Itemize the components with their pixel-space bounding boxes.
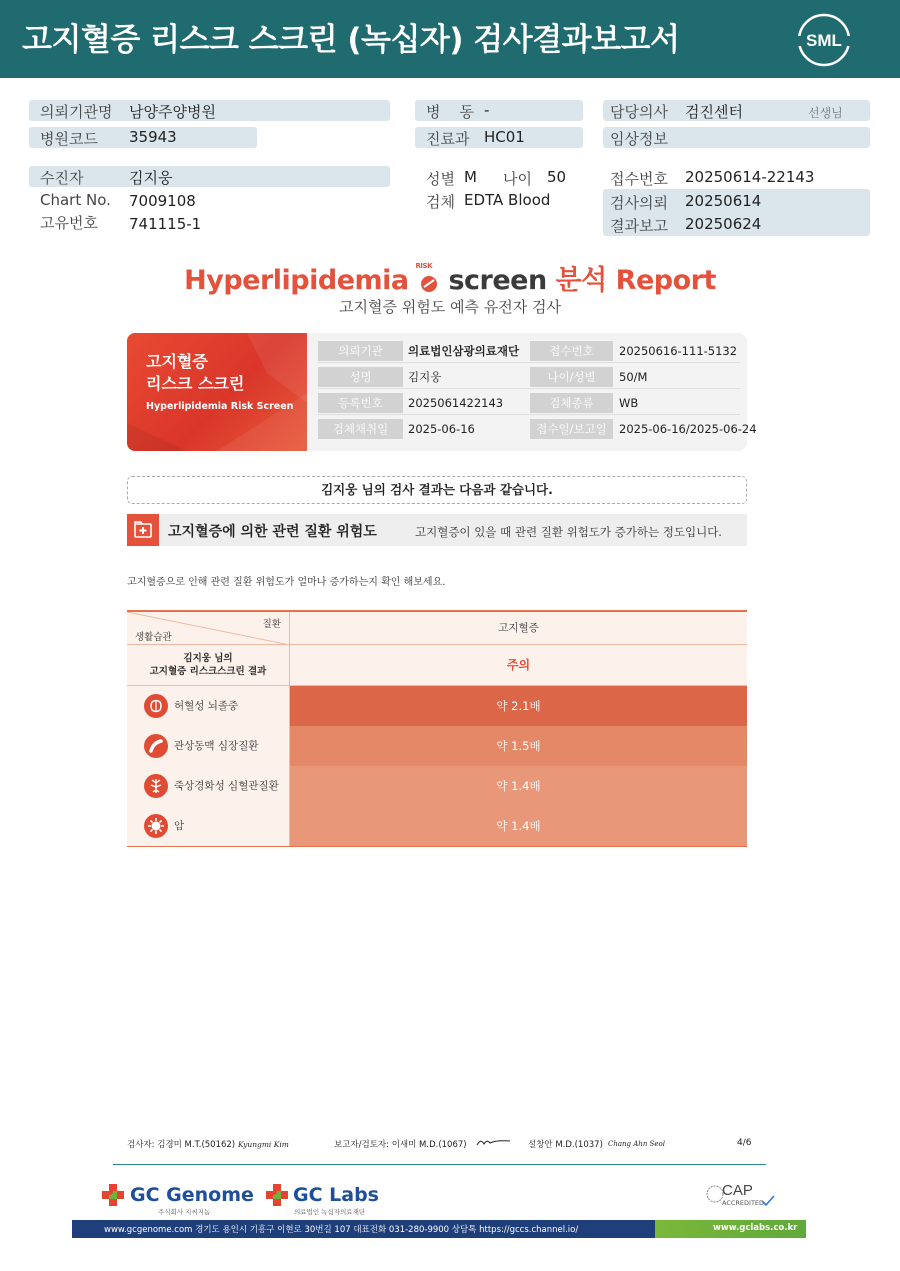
report-heading-part1: Hyperlipidemia <box>184 265 409 296</box>
examiner: 검사자: 김경미 M.T.(50162) <box>127 1140 236 1150</box>
card-row-divider <box>318 362 740 363</box>
corner-bottom-label: 생활습관 <box>135 632 172 643</box>
doctor-value: 검진센터 <box>685 103 743 121</box>
chart-label: Chart No. <box>40 191 111 209</box>
chart-value: 7009108 <box>129 192 196 210</box>
sml-logo <box>796 12 852 68</box>
card-value: 2025-06-16/2025-06-24 <box>619 422 757 436</box>
gc-genome-logo: GC Genome <box>130 1184 254 1206</box>
card-label: 접수일/보고일 <box>530 419 613 439</box>
card-row-divider <box>318 414 740 415</box>
page-number: 4/6 <box>737 1138 752 1148</box>
card-value: 50/M <box>619 370 648 384</box>
table-row <box>127 806 747 846</box>
hospital-code-value: 35943 <box>129 128 177 146</box>
risk-badge-icon <box>415 261 440 292</box>
medical-folder-icon <box>127 514 159 546</box>
vessel-icon <box>144 774 168 798</box>
footer-contact: www.gcgenome.com 경기도 용인시 기흥구 이현로 30번길 107 대표전화 031-280-9900 상담톡 https://gccs.channel.io/ <box>104 1225 579 1235</box>
row-disease-name: 관상동맥 심장질환 <box>174 740 259 752</box>
row-risk-value: 약 1.4배 <box>290 766 747 806</box>
report-heading-part3: 분석 Report <box>555 265 716 296</box>
gc-cross-icon <box>264 1182 290 1208</box>
table-header-row <box>127 612 747 645</box>
section-desc: 고지혈증이 있을 때 관련 질환 위험도가 증가하는 정도입니다. <box>415 525 722 539</box>
card-label: 성명 <box>318 367 403 387</box>
reporter-signature <box>476 1136 512 1148</box>
request-value: 20250614 <box>685 192 762 210</box>
gc-cross-icon <box>100 1182 126 1208</box>
report-heading <box>0 258 900 297</box>
requester-label: 의뢰기관명 <box>40 103 113 121</box>
clinical-label: 임상정보 <box>610 130 668 148</box>
result-label-line1: 김지웅 님의 <box>183 653 233 664</box>
gc-labs-logo: GC Labs <box>293 1184 379 1206</box>
cap-text: CAP <box>722 1182 753 1199</box>
card-title-panel <box>127 333 307 451</box>
artery-icon <box>144 734 168 758</box>
result-summary-label <box>127 645 290 685</box>
id-value: 741115-1 <box>129 215 202 233</box>
table-row <box>127 726 747 766</box>
specimen-label: 검체 <box>426 193 455 211</box>
ward-value: - <box>484 101 490 119</box>
patient-label: 수진자 <box>40 169 84 187</box>
sex-value: M <box>464 168 477 186</box>
table-corner-cell <box>127 612 290 644</box>
check-icon <box>761 1195 775 1207</box>
cap-accredited-logo <box>705 1182 775 1214</box>
result-label: 결과보고 <box>610 217 668 235</box>
card-value: 김지웅 <box>408 370 442 384</box>
sml-logo-text: SML <box>806 31 842 50</box>
report-subtitle: 고지혈증 위험도 예측 유전자 검사 <box>339 298 561 316</box>
card-value: 2025061422143 <box>408 396 504 410</box>
card-label: 접수번호 <box>530 341 613 361</box>
table-row <box>127 766 747 806</box>
row-risk-value: 약 1.5배 <box>290 726 747 766</box>
row-label-cell <box>127 726 290 766</box>
table-bottom-rule <box>127 846 747 847</box>
requester-value: 남양주양병원 <box>129 103 216 121</box>
card-row-divider <box>318 388 740 389</box>
section-title: 고지혈증에 의한 관련 질환 위험도 <box>168 524 377 540</box>
dept-label: 진료과 <box>426 130 470 148</box>
card-value: 2025-06-16 <box>408 422 475 436</box>
table-row <box>127 686 747 726</box>
age-label: 나이 <box>503 170 532 188</box>
examiner-signature: Kyungmi Kim <box>238 1140 289 1149</box>
doctor-label: 담당의사 <box>610 103 668 121</box>
receipt-label: 접수번호 <box>610 170 668 188</box>
specimen-value: EDTA Blood <box>464 191 551 209</box>
reviewer-signature: Chang Ahn Seol <box>608 1140 665 1148</box>
row-disease-name: 암 <box>174 820 185 832</box>
age-value: 50 <box>547 168 567 186</box>
card-label: 나이/성별 <box>530 367 613 387</box>
row-label-cell <box>127 766 290 806</box>
result-summary-value: 주의 <box>506 658 531 672</box>
card-title-line2: 리스크 스크린 <box>146 374 245 393</box>
report-title: 고지혈증 리스크 스크린 (녹십자) 검사결과보고서 <box>22 22 680 58</box>
card-label: 검체종류 <box>530 393 613 413</box>
sex-label: 성별 <box>426 170 455 188</box>
row-disease-name: 죽상경화성 심혈관질환 <box>174 780 279 792</box>
reporter: 보고자/검토자: 이새미 M.D.(1067) <box>334 1140 467 1150</box>
doctor-suffix: 선생님 <box>808 106 843 120</box>
card-title-line1: 고지혈증 <box>146 352 208 371</box>
request-label: 검사의뢰 <box>610 194 668 212</box>
cap-sub: ACCREDITED <box>722 1199 765 1207</box>
patient-value: 김지웅 <box>129 169 173 187</box>
card-value: 20250616-111-5132 <box>619 344 738 358</box>
hospital-code-label: 병원코드 <box>40 130 98 148</box>
card-value: 의료법인삼광의료재단 <box>408 344 520 358</box>
report-heading-part2: screen <box>448 265 547 296</box>
row-disease-name: 허혈성 뇌졸중 <box>174 700 239 712</box>
row-label-cell <box>127 686 290 726</box>
card-title <box>146 351 244 395</box>
dept-value: HC01 <box>484 128 525 146</box>
card-value: WB <box>619 396 639 410</box>
row-risk-value: 약 2.1배 <box>290 686 747 726</box>
reviewer: 설창안 M.D.(1037) <box>528 1140 603 1150</box>
id-label: 고유번호 <box>40 214 98 232</box>
result-label-line2: 고지혈증 리스크스크린 결과 <box>149 666 267 677</box>
report-header <box>0 0 900 78</box>
column-header: 고지혈증 <box>498 622 539 634</box>
card-title-en: Hyperlipidemia Risk Screen <box>146 401 294 412</box>
footer-website: www.gclabs.co.kr <box>713 1223 798 1233</box>
receipt-value: 20250614-22143 <box>685 168 815 186</box>
row-risk-value: 약 1.4배 <box>290 806 747 846</box>
result-value: 20250624 <box>685 215 762 233</box>
brain-icon <box>144 694 168 718</box>
row-label-cell <box>127 806 290 846</box>
ward-label: 병 동 <box>426 103 475 121</box>
cancer-cell-icon <box>144 814 168 838</box>
result-notice: 김지웅 님의 검사 결과는 다음과 같습니다. <box>127 476 747 504</box>
footer-rule <box>113 1164 766 1165</box>
risk-label: RISK <box>415 261 432 270</box>
card-label: 검체채취일 <box>318 419 403 439</box>
corner-top-label: 질환 <box>262 619 281 630</box>
card-label: 등록번호 <box>318 393 403 413</box>
gc-labs-sub: 의료법인 녹십자의료재단 <box>294 1208 366 1216</box>
result-summary-row <box>127 645 747 686</box>
gc-genome-sub: 주식회사 지씨지놈 <box>158 1208 211 1216</box>
card-label: 의뢰기관 <box>318 341 403 361</box>
section-intro: 고지혈증으로 인해 관련 질환 위험도가 얼마나 증가하는지 확인 해보세요. <box>127 577 446 588</box>
